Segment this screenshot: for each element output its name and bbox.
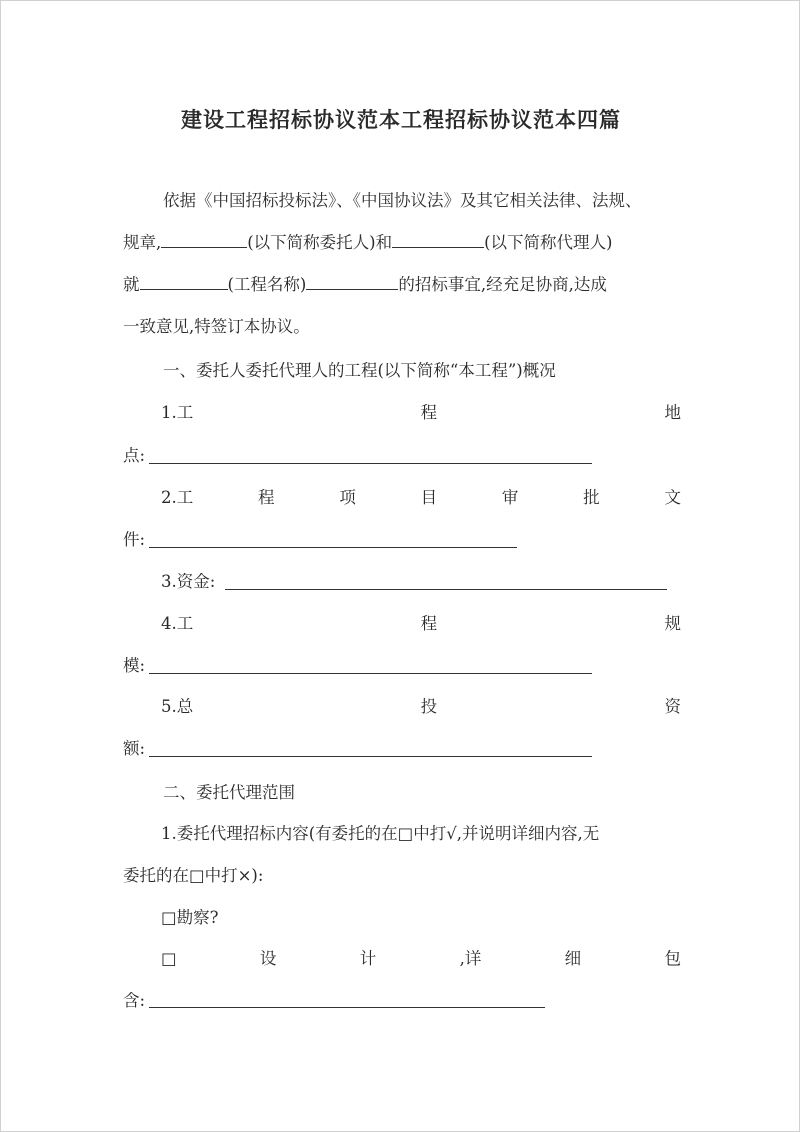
option-survey: □勘察? xyxy=(161,908,219,927)
item-2-cont: 件: xyxy=(123,530,146,549)
option-design xyxy=(161,947,681,971)
item-5-line xyxy=(161,695,681,719)
item-text: 程 xyxy=(420,614,438,633)
item-text: 目 xyxy=(420,488,438,507)
item-text: 项 xyxy=(339,488,356,507)
intro-line-1: 依据《中国招标投标法》、《中国协议法》及其它相关法律、法规、 xyxy=(163,191,642,210)
item-text: 批 xyxy=(583,488,600,507)
scope-line-2: 委托的在□中打×): xyxy=(123,866,264,885)
item-text: 程 xyxy=(258,488,275,507)
item-3-line: 3.资金: xyxy=(161,572,216,591)
item-text: 投 xyxy=(420,697,438,716)
item-text: 地 xyxy=(664,403,681,422)
item-text: 细 xyxy=(564,949,582,968)
intro-text: (工程名称) xyxy=(227,275,307,294)
blank-investment xyxy=(149,756,592,757)
item-text: 1.工 xyxy=(161,403,194,422)
checkbox-glyph: □ xyxy=(161,949,177,968)
blank-project-name xyxy=(140,288,228,290)
intro-text: 规章, xyxy=(123,233,162,252)
blank-principal xyxy=(161,246,247,248)
item-text: 规 xyxy=(664,614,681,633)
scope-line-1: 1.委托代理招标内容(有委托的在□中打√,并说明详细内容,无 xyxy=(161,824,600,843)
blank-project xyxy=(306,288,398,290)
item-4-cont: 模: xyxy=(123,656,146,675)
blank-design-content xyxy=(149,1007,545,1008)
section-1-heading: 一、委托人委托代理人的工程(以下简称“本工程”)概况 xyxy=(163,361,556,380)
blank-agent xyxy=(392,246,484,248)
item-text: 资 xyxy=(664,697,681,716)
blank-funds xyxy=(225,589,667,590)
intro-text: (以下简称代理人) xyxy=(484,233,613,252)
document-title: 建设工程招标协议范本工程招标协议范本四篇 xyxy=(181,107,621,132)
intro-line-3 xyxy=(123,273,681,297)
item-text: 审 xyxy=(501,488,519,507)
item-text: 5.总 xyxy=(161,697,194,716)
item-1-cont: 点: xyxy=(123,446,146,465)
intro-text: (以下简称委托人)和 xyxy=(247,233,393,252)
item-2-line xyxy=(161,486,681,510)
item-4-line xyxy=(161,612,681,636)
item-text: 文 xyxy=(664,488,681,507)
intro-text: 的招标事宜,经充足协商,达成 xyxy=(398,275,607,294)
item-text: ,详 xyxy=(459,949,482,968)
intro-text: 就 xyxy=(123,275,140,294)
item-text: 包 xyxy=(664,949,681,968)
blank-scale xyxy=(149,673,592,674)
item-text: 4.工 xyxy=(161,614,194,633)
item-5-cont: 额: xyxy=(123,739,146,758)
section-2-heading: 二、委托代理范围 xyxy=(163,783,295,802)
item-text: 程 xyxy=(420,403,438,422)
item-text: 设 xyxy=(259,949,277,968)
item-text: 计 xyxy=(359,949,377,968)
option-design-cont: 含: xyxy=(123,991,146,1010)
item-1-line xyxy=(161,401,681,425)
blank-approval xyxy=(149,547,517,548)
intro-line-4: 一致意见,特签订本协议。 xyxy=(123,317,310,336)
blank-location xyxy=(149,463,592,464)
intro-line-2 xyxy=(123,231,681,255)
item-text: 2.工 xyxy=(161,488,194,507)
